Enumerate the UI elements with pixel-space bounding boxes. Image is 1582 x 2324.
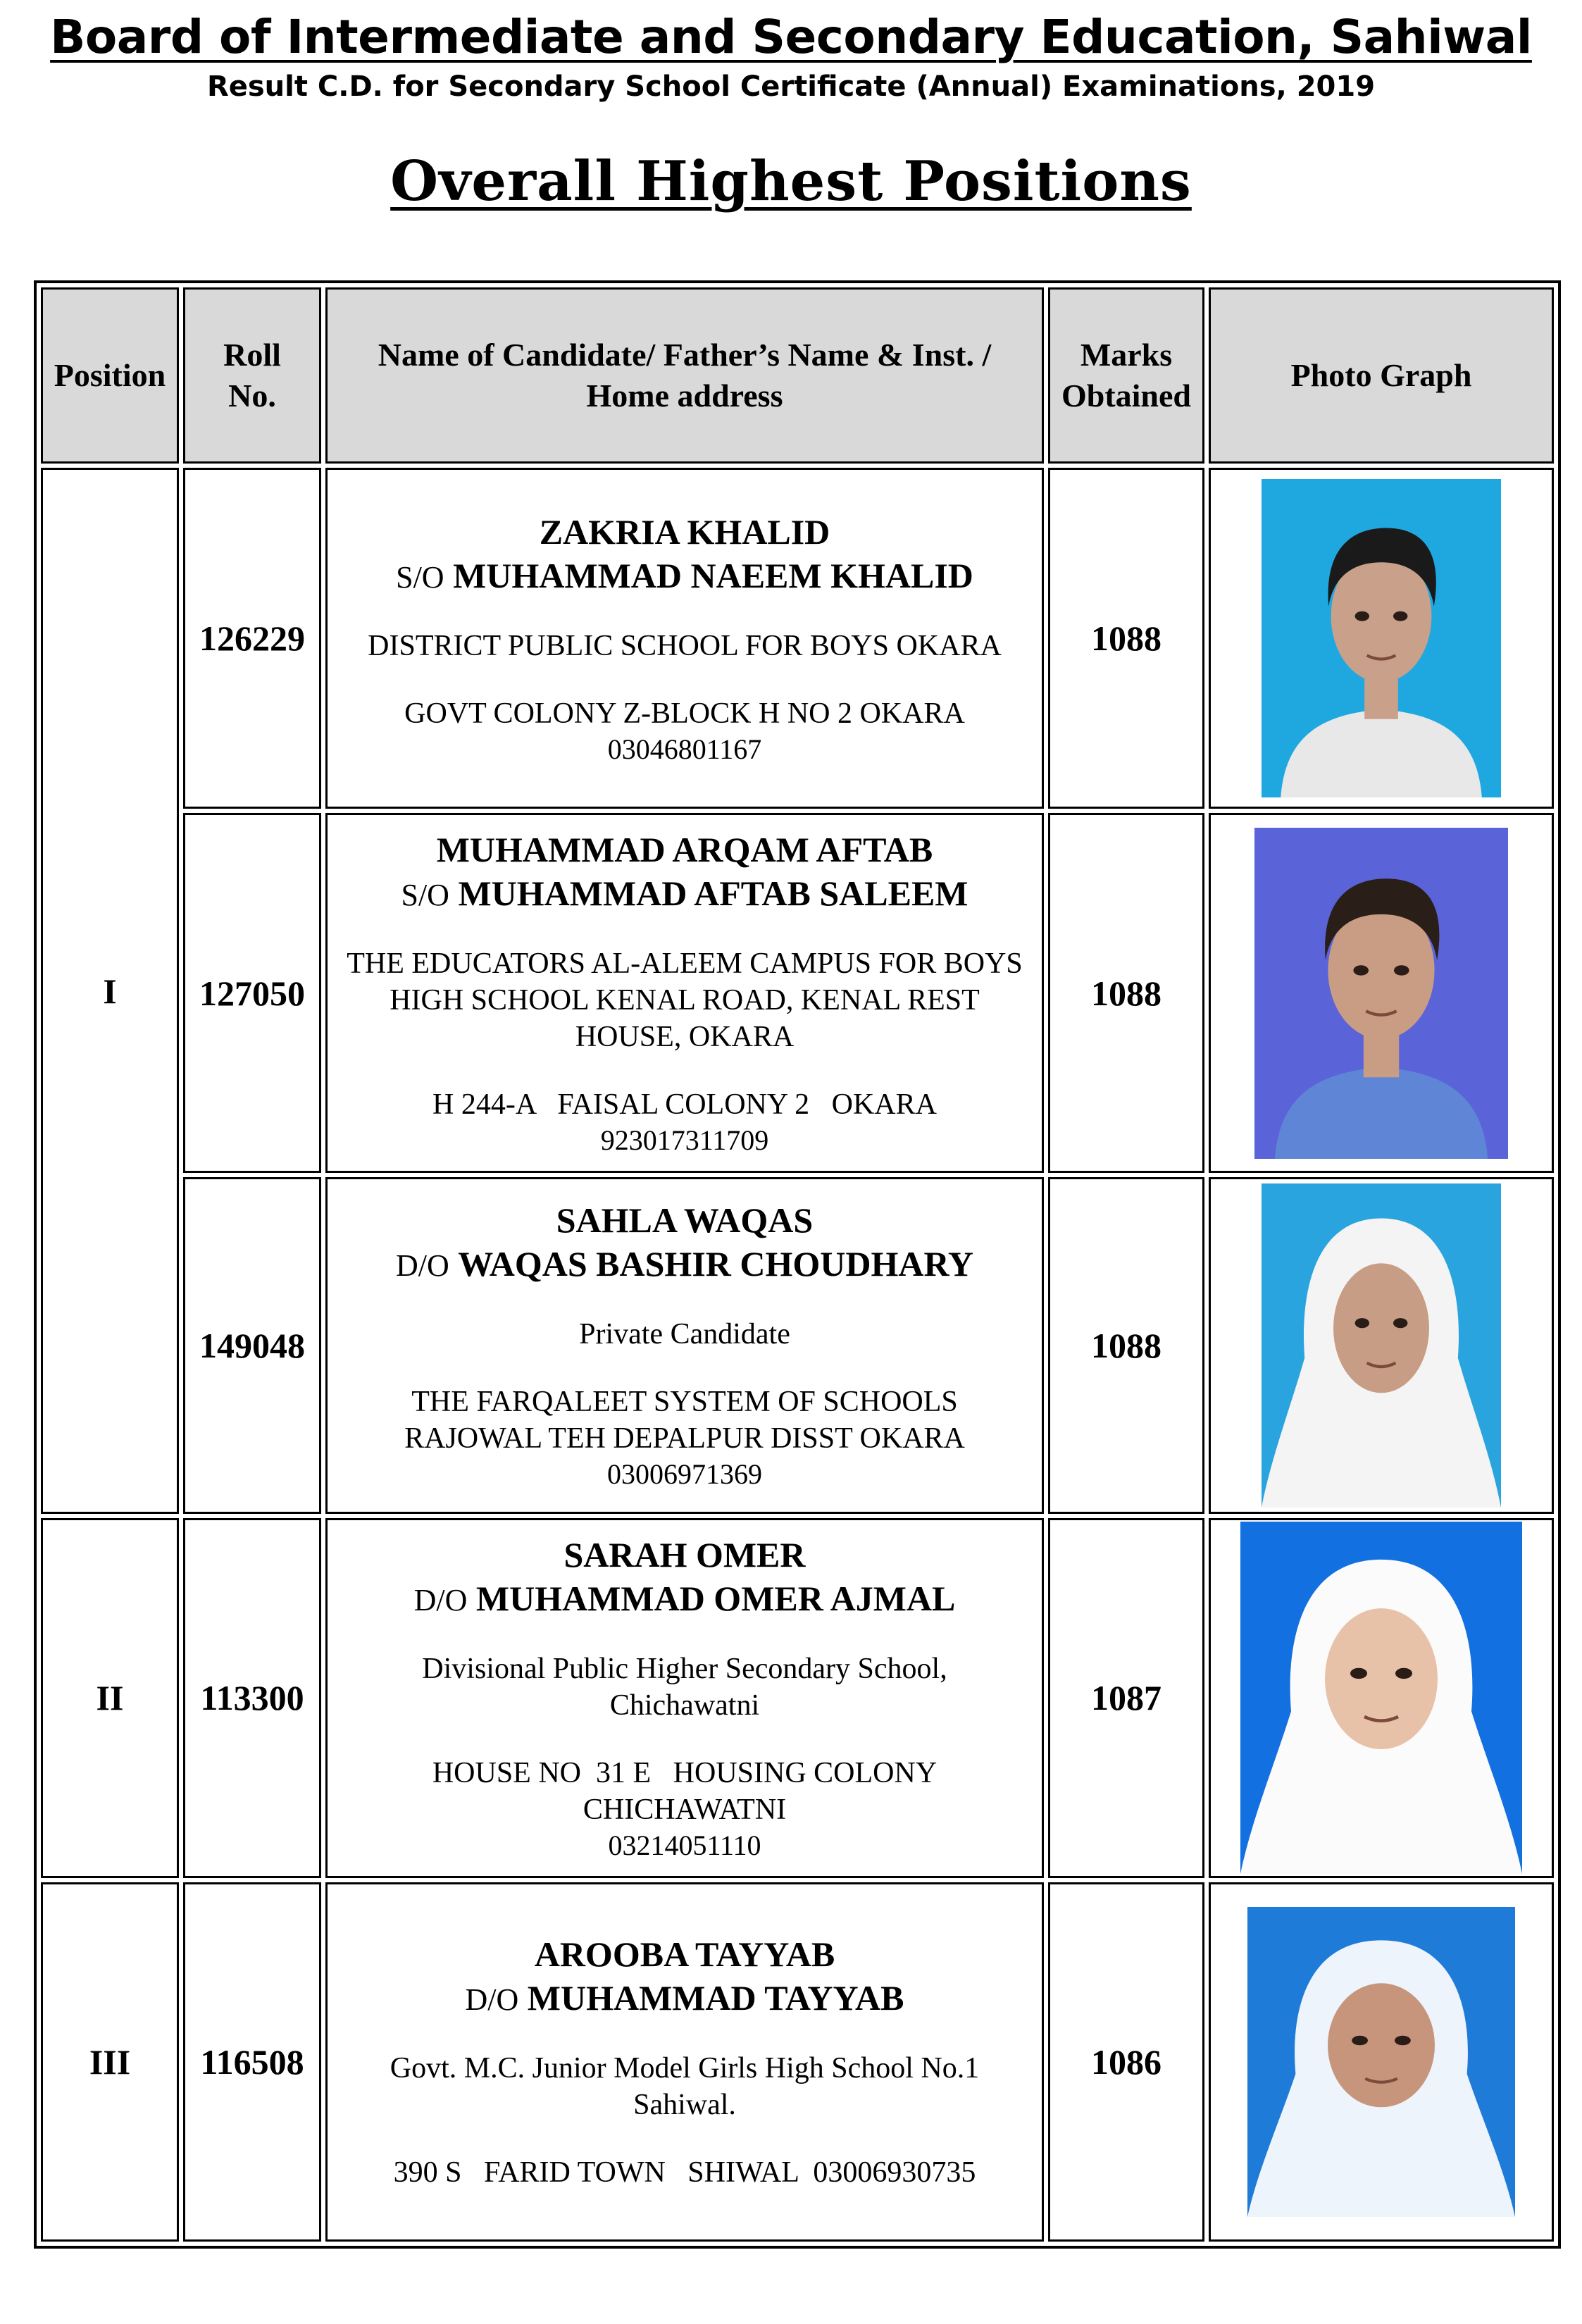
candidate-details [325,1518,1044,1877]
institution: DISTRICT PUBLIC SCHOOL FOR BOYS OKARA [368,629,1002,662]
photo-cell [1209,1177,1554,1514]
father-line: D/O WAQAS BASHIR CHOUDHARY [396,1244,973,1284]
father-line: S/O MUHAMMAD AFTAB SALEEM [401,874,968,914]
phone-number: 923017311709 [600,1124,769,1157]
board-title: Board of Intermediate and Secondary Education, Sahiwal [50,10,1532,64]
positions-table [34,280,1561,2249]
candidate-photo [1254,828,1508,1159]
position-cell: II [41,1518,179,1877]
candidate-name: MUHAMMAD ARQAM AFTAB [436,830,933,870]
candidate-details [325,1882,1044,2242]
photo-cell [1209,1882,1554,2242]
table-row [41,468,1554,809]
institution: THE EDUCATORS AL-ALEEM CAMPUS FOR BOYS HIGH SCHOOL KENAL ROAD, KENAL REST HOUSE, OKARA [347,947,1023,1054]
header-position: Position [41,287,179,464]
roll-number: 149048 [183,1177,321,1514]
position-cell: I [41,468,179,1514]
marks-obtained: 1088 [1048,813,1204,1172]
result-subtitle: Result C.D. for Secondary School Certificate (Annual) Examinations, 2019 [206,70,1376,103]
roll-number: 113300 [183,1518,321,1877]
section-title: Overall Highest Positions [390,149,1192,213]
candidate-photo [1262,1183,1501,1508]
header-marks-obtained: Marks Obtained [1048,287,1204,464]
photo-cell [1209,813,1554,1172]
table-header-row [41,287,1554,464]
candidate-photo [1247,1907,1515,2217]
table-row [41,1882,1554,2242]
institution: Divisional Public Higher Secondary School, Chichawatni [422,1652,947,1722]
candidate-photo [1240,1522,1522,1874]
home-address: GOVT COLONY Z-BLOCK H NO 2 OKARA [404,697,965,730]
home-address: 390 S FARID TOWN SHIWAL 03006930735 [393,2156,976,2189]
table-row [41,813,1554,1172]
marks-obtained: 1087 [1048,1518,1204,1877]
candidate-details [325,468,1044,809]
roll-number: 127050 [183,813,321,1172]
roll-number: 126229 [183,468,321,809]
candidate-name: SARAH OMER [563,1534,806,1574]
phone-number: 03046801167 [607,733,762,765]
institution: Private Candidate [579,1318,790,1351]
header-roll-no: Roll No. [183,287,321,464]
header-photo: Photo Graph [1209,287,1554,464]
candidate-name: AROOBA TAYYAB [534,1934,835,1975]
home-address: H 244-A FAISAL COLONY 2 OKARA [432,1088,937,1121]
father-name: WAQAS BASHIR CHOUDHARY [458,1244,973,1284]
marks-obtained: 1086 [1048,1882,1204,2242]
father-line: D/O MUHAMMAD OMER AJMAL [413,1578,956,1618]
position-cell: III [41,1882,179,2242]
table-row [41,1177,1554,1514]
candidate-name: ZAKRIA KHALID [539,511,830,552]
header-candidate-details: Name of Candidate/ Father’s Name & Inst. / Home address [325,287,1044,464]
photo-cell [1209,468,1554,809]
father-line: S/O MUHAMMAD NAEEM KHALID [396,555,973,595]
father-line: D/O MUHAMMAD TAYYAB [465,1978,904,2018]
candidate-photo [1262,479,1501,797]
father-name: MUHAMMAD NAEEM KHALID [453,555,973,595]
candidate-details [325,1177,1044,1514]
candidate-name: SAHLA WAQAS [556,1200,814,1241]
table-row [41,1518,1554,1877]
photo-cell [1209,1518,1554,1877]
home-address: HOUSE NO 31 E HOUSING COLONY CHICHAWATNI [432,1756,938,1826]
candidate-details [325,813,1044,1172]
marks-obtained: 1088 [1048,1177,1204,1514]
father-name: MUHAMMAD AFTAB SALEEM [458,874,968,914]
phone-number: 03214051110 [608,1829,761,1861]
father-name: MUHAMMAD OMER AJMAL [475,1578,956,1618]
father-name: MUHAMMAD TAYYAB [527,1978,904,2018]
marks-obtained: 1088 [1048,468,1204,809]
phone-number: 03006971369 [607,1458,762,1491]
institution: Govt. M.C. Junior Model Girls High School No.1 Sahiwal. [390,2052,980,2122]
home-address: THE FARQALEET SYSTEM OF SCHOOLS RAJOWAL TEH DEPALPUR DISST OKARA [404,1386,965,1455]
roll-number: 116508 [183,1882,321,2242]
